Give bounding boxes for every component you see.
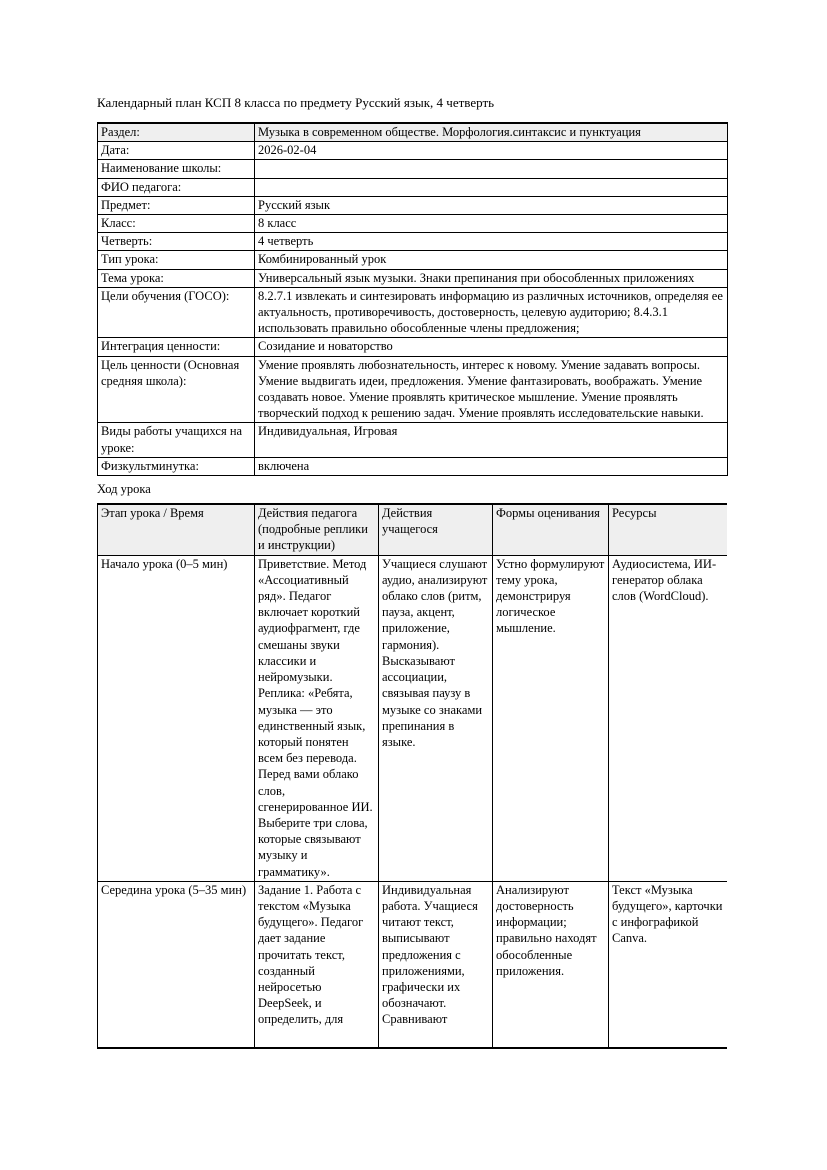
info-value <box>255 160 728 178</box>
info-label: Предмет: <box>98 196 255 214</box>
info-label: Виды работы учащихся на уроке: <box>98 423 255 457</box>
info-value: Индивидуальная, Игровая <box>255 423 728 457</box>
col-header-teacher-actions: Действия педагога (подробные реплики и инструкции) <box>255 504 379 555</box>
section-heading: Ход урока <box>97 482 151 497</box>
info-row-quarter <box>98 233 728 251</box>
cell-teacher-actions: Приветствие. Метод «Ассоциативный ряд». Педагог включает короткий аудиофрагмент, где смешаны звуки классики и нейромузыки. Реплика: «Ребята, музыка — это единственный язык, который понятен всем без перевода. Перед вами облако слов, сгенерированное ИИ. Выберите три слова, которые связывают музыку и грамматику». <box>255 555 379 881</box>
lesson-flow-table-clip <box>97 503 727 1049</box>
info-value: включена <box>255 457 728 475</box>
cell-resources: Текст «Музыка будущего», карточки с инфографикой Canva. <box>609 881 728 1049</box>
info-value: Русский язык <box>255 196 728 214</box>
info-row-value-goal <box>98 356 728 423</box>
info-value: 8 класс <box>255 215 728 233</box>
cell-assessment: Анализируют достоверность информации; правильно находят обособленные приложения. <box>493 881 609 1049</box>
info-label: Дата: <box>98 142 255 160</box>
info-label: Наименование школы: <box>98 160 255 178</box>
cell-assessment: Устно формулируют тему урока, демонстрируя логическое мышление. <box>493 555 609 881</box>
info-label: Физкультминутка: <box>98 457 255 475</box>
lesson-flow-table <box>97 503 727 1049</box>
cell-stage: Начало урока (0–5 мин) <box>98 555 255 881</box>
info-value: Умение проявлять любознательность, интерес к новому. Умение задавать вопросы. Умение выдвигать идеи, предложения. Умение фантазировать, воображать. Умение создавать новое. Умение проявлять критическое мышление. Умение проявлять творческий подход к решению задач. Умение проявлять исследовательские навыки. <box>255 356 728 423</box>
cell-resources: Аудиосистема, ИИ-генератор облака слов (WordCloud). <box>609 555 728 881</box>
info-row-values-integration <box>98 338 728 356</box>
info-value: 4 четверть <box>255 233 728 251</box>
info-label: Цель ценности (Основная средняя школа): <box>98 356 255 423</box>
info-label: Тема урока: <box>98 269 255 287</box>
info-value: 8.2.7.1 извлекать и синтезировать информацию из различных источников, определяя ее актуальность, противоречивость, достоверность, целевую аудиторию; 8.4.3.1 использовать правильно обособленные члены предложения; <box>255 287 728 338</box>
cell-stage: Середина урока (5–35 мин) <box>98 881 255 1049</box>
info-label: ФИО педагога: <box>98 178 255 196</box>
info-row-lesson-type <box>98 251 728 269</box>
info-value: Комбинированный урок <box>255 251 728 269</box>
info-row-data <box>98 142 728 160</box>
info-row-work-types <box>98 423 728 457</box>
lesson-row-start <box>98 555 728 881</box>
info-row-phys-minute <box>98 457 728 475</box>
cell-teacher-actions: Задание 1. Работа с текстом «Музыка будущего». Педагог дает задание прочитать текст, созданный нейросетью DeepSeek, и определить, для <box>255 881 379 1049</box>
info-label: Интеграция ценности: <box>98 338 255 356</box>
info-row-teacher-name <box>98 178 728 196</box>
page-title: Календарный план КСП 8 класса по предмету Русский язык, 4 четверть <box>97 95 495 110</box>
info-row-school <box>98 160 728 178</box>
info-row-subject <box>98 196 728 214</box>
info-value: Универсальный язык музыки. Знаки препинания при обособленных приложениях <box>255 269 728 287</box>
col-header-resources: Ресурсы <box>609 504 728 555</box>
info-label: Тип урока: <box>98 251 255 269</box>
col-header-student-actions: Действия учащегося <box>379 504 493 555</box>
cell-student-actions: Индивидуальная работа. Учащиеся читают текст, выписывают предложения с приложениями, графически их обозначают. Сравнивают <box>379 881 493 1049</box>
info-row-goals <box>98 287 728 338</box>
lesson-row-middle <box>98 881 728 1049</box>
col-header-assessment: Формы оценивания <box>493 504 609 555</box>
info-row-razdel <box>98 123 728 142</box>
cell-student-actions: Учащиеся слушают аудио, анализируют облако слов (ритм, пауза, акцент, приложение, гармония). Высказывают ассоциации, связывая паузу в музыке со знаками препинания в языке. <box>379 555 493 881</box>
info-row-class <box>98 215 728 233</box>
info-label: Раздел: <box>98 123 255 142</box>
info-row-lesson-topic <box>98 269 728 287</box>
info-label: Цели обучения (ГОСО): <box>98 287 255 338</box>
lesson-table-header-row <box>98 504 728 555</box>
lesson-info-table <box>97 122 728 476</box>
info-value: Музыка в современном обществе. Морфология.синтаксис и пунктуация <box>255 123 728 142</box>
info-value: 2026-02-04 <box>255 142 728 160</box>
info-label: Четверть: <box>98 233 255 251</box>
col-header-stage: Этап урока / Время <box>98 504 255 555</box>
info-value <box>255 178 728 196</box>
info-label: Класс: <box>98 215 255 233</box>
info-value: Созидание и новаторство <box>255 338 728 356</box>
